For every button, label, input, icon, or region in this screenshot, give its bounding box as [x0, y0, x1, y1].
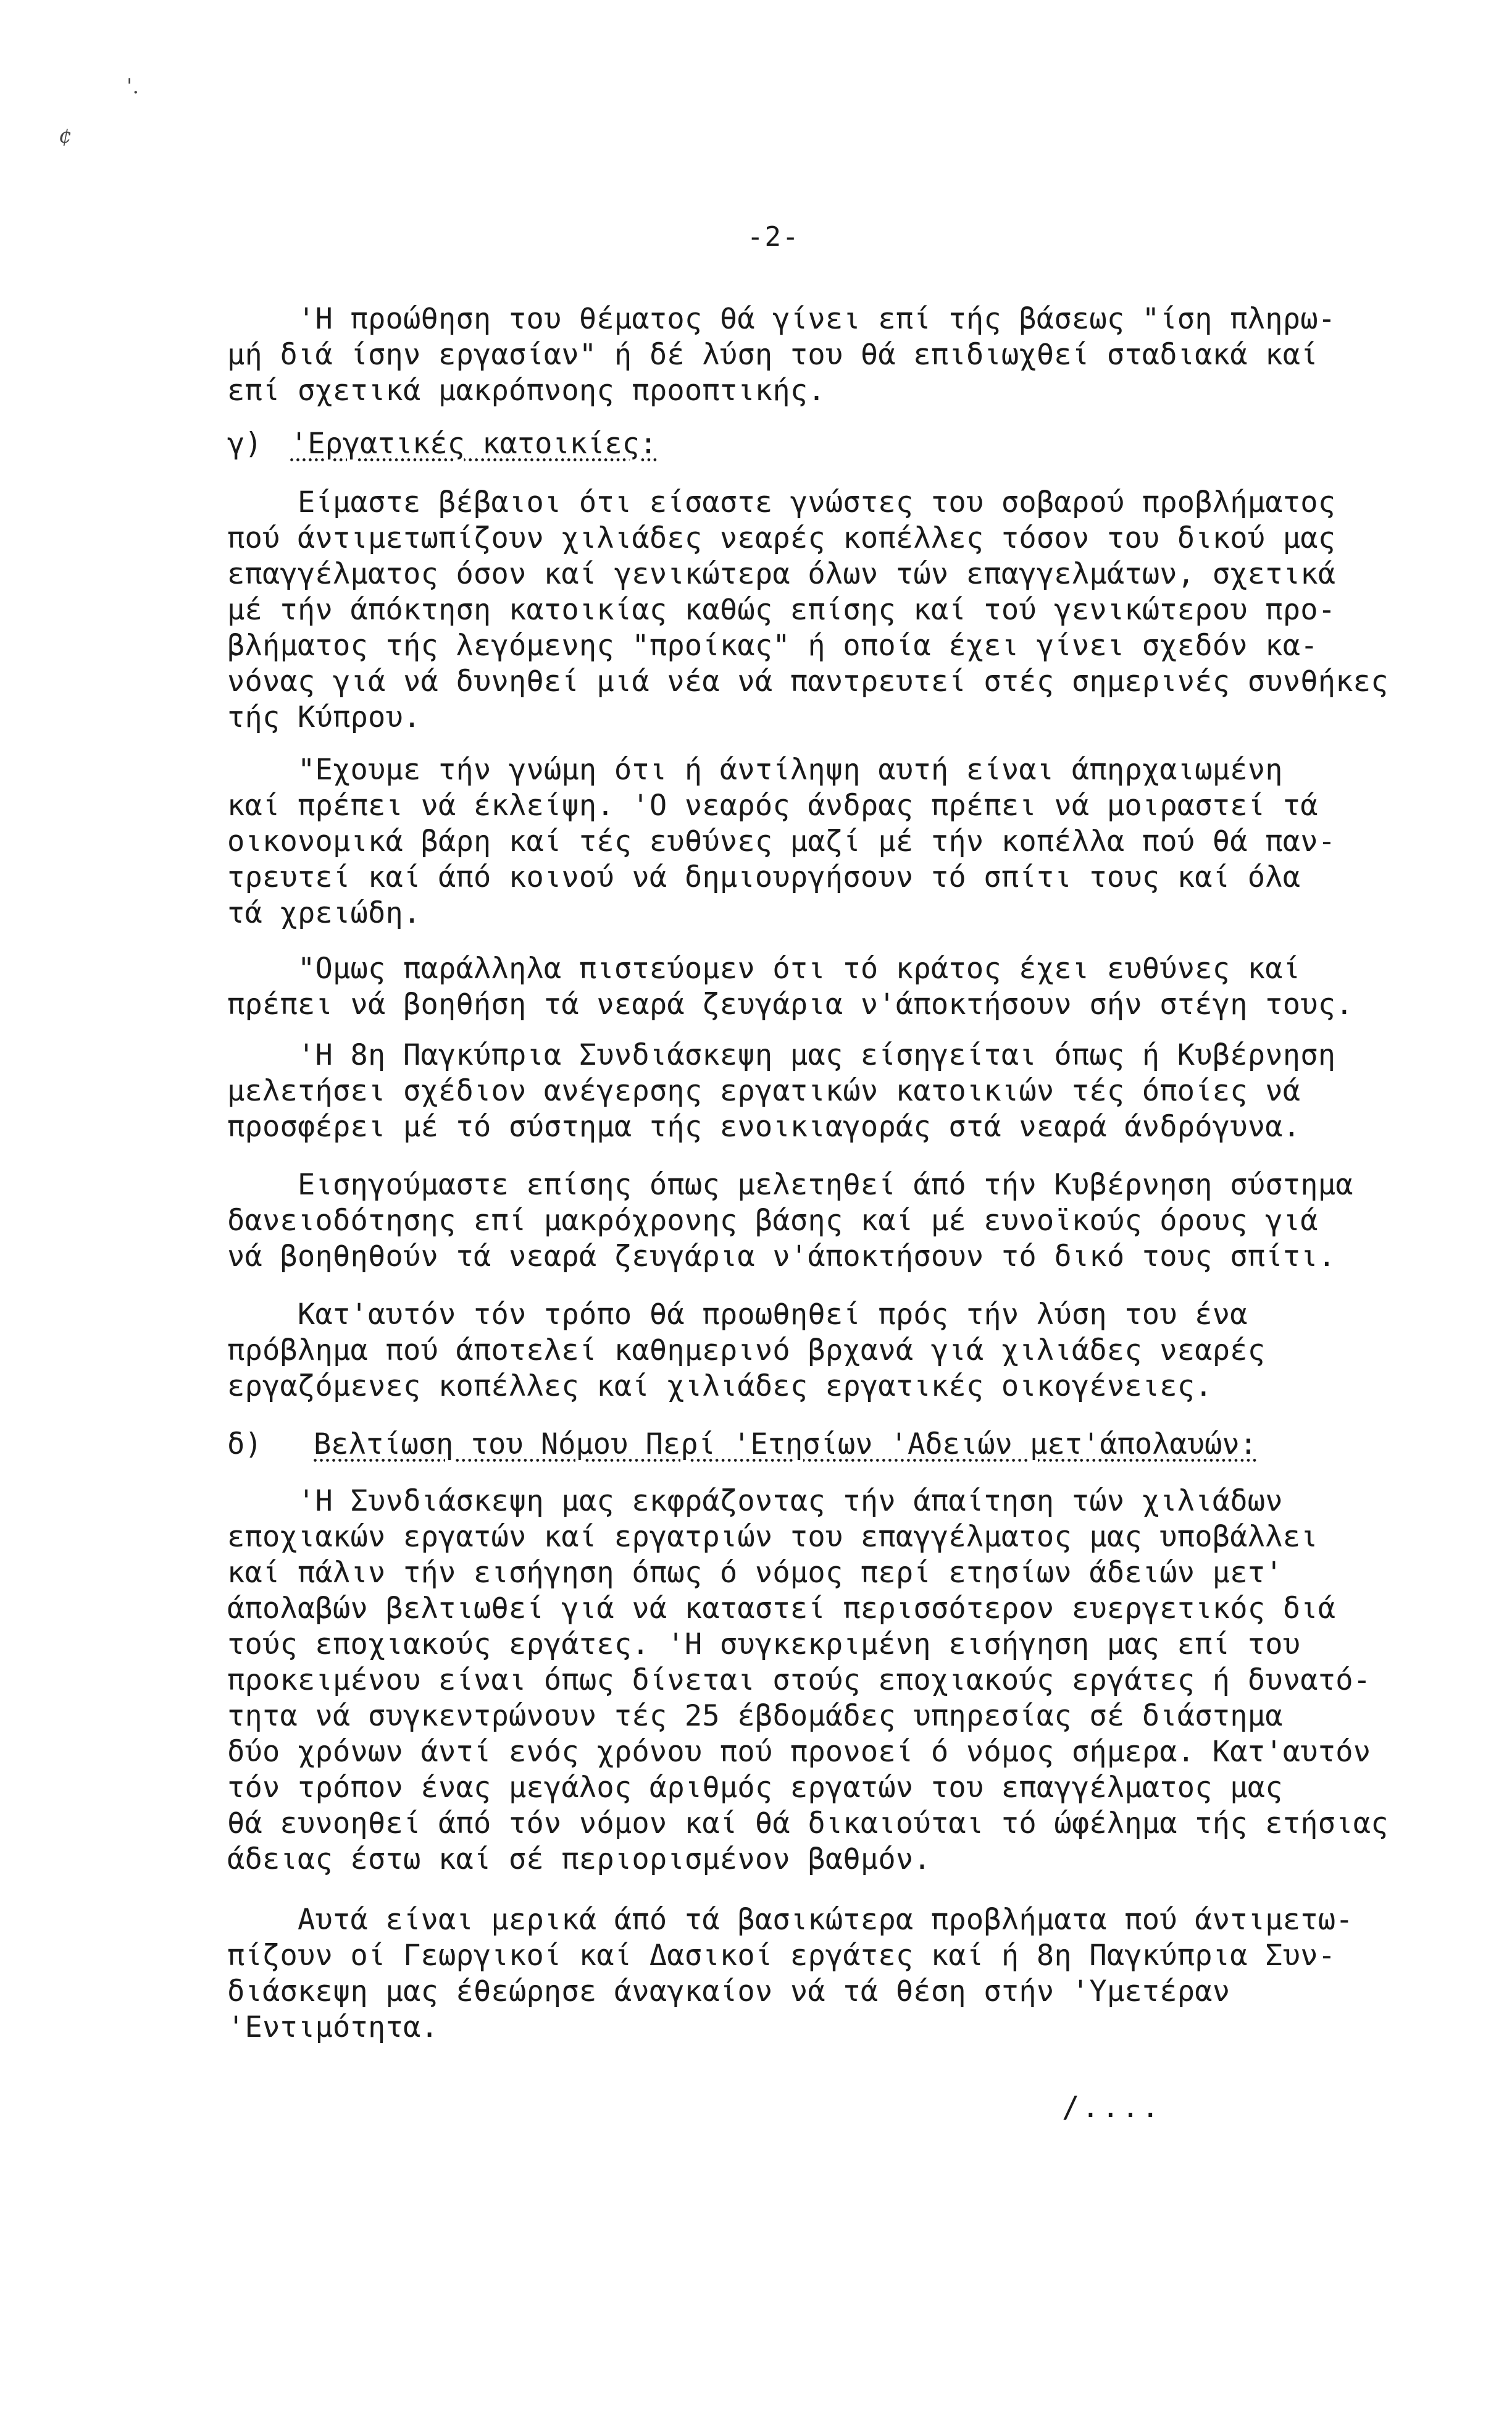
text-line: τρευτεί καί άπό κοινού νά δημιουργήσουν τό σπίτι τους καί όλα: [227, 860, 1301, 894]
text-line: προσφέρει μέ τό σύστημα τής ενοικιαγοράς στά νεαρά άνδρόγυνα.: [227, 1110, 1301, 1144]
text-line: άπολαβών βελτιωθεί γιά νά καταστεί περισσότερον ευεργετικός διά: [227, 1592, 1336, 1626]
text-line: Είμαστε βέβαιοι ότι είσαστε γνώστες του σοβαρού προβλήματος: [227, 485, 1336, 519]
text-line: τούς εποχιακούς εργάτες. 'Η συγκεκριμένη εισήγηση μας επί του: [227, 1627, 1301, 1661]
text-line: μελετήσει σχέδιον ανέγερσης εργατικών κατοικιών τές όποίες νά: [227, 1074, 1301, 1108]
text-line: 'Η Συνδιάσκεψη μας εκφράζοντας τήν άπαίτηση τών χιλιάδων: [227, 1484, 1283, 1518]
section-label: δ): [227, 1427, 262, 1461]
text-line: τά χρειώδη.: [227, 896, 421, 930]
margin-mark-top: '.: [127, 74, 140, 99]
text-line: μέ τήν άπόκτηση κατοικίας καθώς επίσης καί τού γενικώτερου προ-: [227, 593, 1336, 627]
text-line: επί σχετικά μακρόπνοης προοπτικής.: [227, 374, 825, 408]
text-line: διάσκεψη μας έθεώρησε άναγκαίον νά τά θέση στήν 'Υμετέραν: [227, 1974, 1230, 2008]
text-line: μή διά ίσην εργασίαν" ή δέ λύση του θά επιδιωχθεί σταδιακά καί: [227, 338, 1318, 372]
text-line: πίζουν οί Γεωργικοί καί Δασικοί εργάτες καί ή 8η Παγκύπρια Συν-: [227, 1939, 1336, 1973]
text-line: εποχιακών εργατών καί εργατριών του επαγγέλματος μας υποβάλλει: [227, 1520, 1318, 1554]
text-line: "Ομως παράλληλα πιστεύομεν ότι τό κράτος έχει ευθύνες καί: [227, 952, 1301, 986]
text-line: καί πρέπει νά έκλείψη. 'Ο νεαρός άνδρας πρέπει νά μοιραστεί τά: [227, 789, 1318, 823]
text-line: νά βοηθηθούν τά νεαρά ζευγάρια ν'άποκτήσουν τό δικό τους σπίτι.: [227, 1240, 1336, 1273]
text-line: δανειοδότησης επί μακρόχρονης βάσης καί μέ ευνοϊκούς όρους γιά: [227, 1204, 1318, 1238]
text-line: καί πάλιν τήν εισήγηση όπως ό νόμος περί ετησίων άδειών μετ': [227, 1556, 1283, 1590]
text-line: 'Εντιμότητα.: [227, 2010, 438, 2044]
text-line: Αυτά είναι μερικά άπό τά βασικώτερα προβλήματα πού άντιμετω-: [227, 1903, 1353, 1937]
text-line: οικονομικά βάρη καί τές ευθύνες μαζί μέ τήν κοπέλλα πού θά παν-: [227, 824, 1336, 858]
text-line: επαγγέλματος όσον καί γενικώτερα όλων τών επαγγελμάτων, σχετικά: [227, 557, 1336, 591]
margin-mark-side: ¢: [59, 124, 72, 148]
text-line: βλήματος τής λεγόμενης "προίκας" ή οποία έχει γίνει σχεδόν κα-: [227, 629, 1318, 663]
text-line: πρόβλημα πού άποτελεί καθημερινό βρχανά γιά χιλιάδες νεαρές: [227, 1333, 1266, 1367]
section-title: 'Εργατικές κατοικίες:: [290, 427, 658, 461]
text-line: τής Κύπρου.: [227, 700, 421, 734]
text-line: εργαζόμενες κοπέλλες καί χιλιάδες εργατικές οικογένειες.: [227, 1369, 1213, 1403]
text-line: πρέπει νά βοηθήση τά νεαρά ζευγάρια ν'άποκτήσουν σήν στέγη τους.: [227, 988, 1353, 1022]
text-line: νόνας γιά νά δυνηθεί μιά νέα νά παντρευτεί στές σημερινές συνθήκες: [227, 665, 1389, 698]
text-line: πού άντιμετωπίζουν χιλιάδες νεαρές κοπέλλες τόσον του δικού μας: [227, 521, 1336, 555]
text-line: Εισηγούμαστε επίσης όπως μελετηθεί άπό τήν Κυβέρνηση σύστημα: [227, 1168, 1353, 1202]
section-title: Βελτίωση του Νόμου Περί 'Ετησίων 'Αδειών μετ'άπολαυών:: [314, 1427, 1258, 1461]
text-line: άδειας έστω καί σέ περιορισμένον βαθμόν.: [227, 1842, 931, 1876]
text-line: προκειμένου είναι όπως δίνεται στούς εποχιακούς εργάτες ή δυνατό-: [227, 1663, 1371, 1697]
text-line: Κατ'αυτόν τόν τρόπο θά προωθηθεί πρός τήν λύση του ένα: [227, 1298, 1248, 1332]
text-line: τόν τρόπον ένας μεγάλος άριθμός εργατών του επαγγέλματος μας: [227, 1771, 1283, 1805]
text-line: τητα νά συγκεντρώνουν τές 25 έβδομάδες υπηρεσίας σέ διάστημα: [227, 1699, 1283, 1733]
text-line: 'Η 8η Παγκύπρια Συνδιάσκεψη μας είσηγείται όπως ή Κυβέρνηση: [227, 1038, 1336, 1072]
text-line: θά ευνοηθεί άπό τόν νόμον καί θά δικαιούται τό ώφέλημα τής ετήσιας: [227, 1806, 1389, 1840]
text-line: 'Η προώθηση του θέματος θά γίνει επί τής βάσεως "ίση πληρω-: [227, 302, 1336, 336]
text-line: δύο χρόνων άντί ενός χρόνου πού προνοεί ό νόμος σήμερα. Κατ'αυτόν: [227, 1735, 1371, 1769]
page-continuation-mark: /....: [1062, 2091, 1162, 2125]
page-number: -2-: [747, 221, 800, 253]
section-label: γ): [227, 427, 262, 461]
text-line: "Εχουμε τήν γνώμη ότι ή άντίληψη αυτή είναι άπηρχαιωμένη: [227, 753, 1283, 787]
